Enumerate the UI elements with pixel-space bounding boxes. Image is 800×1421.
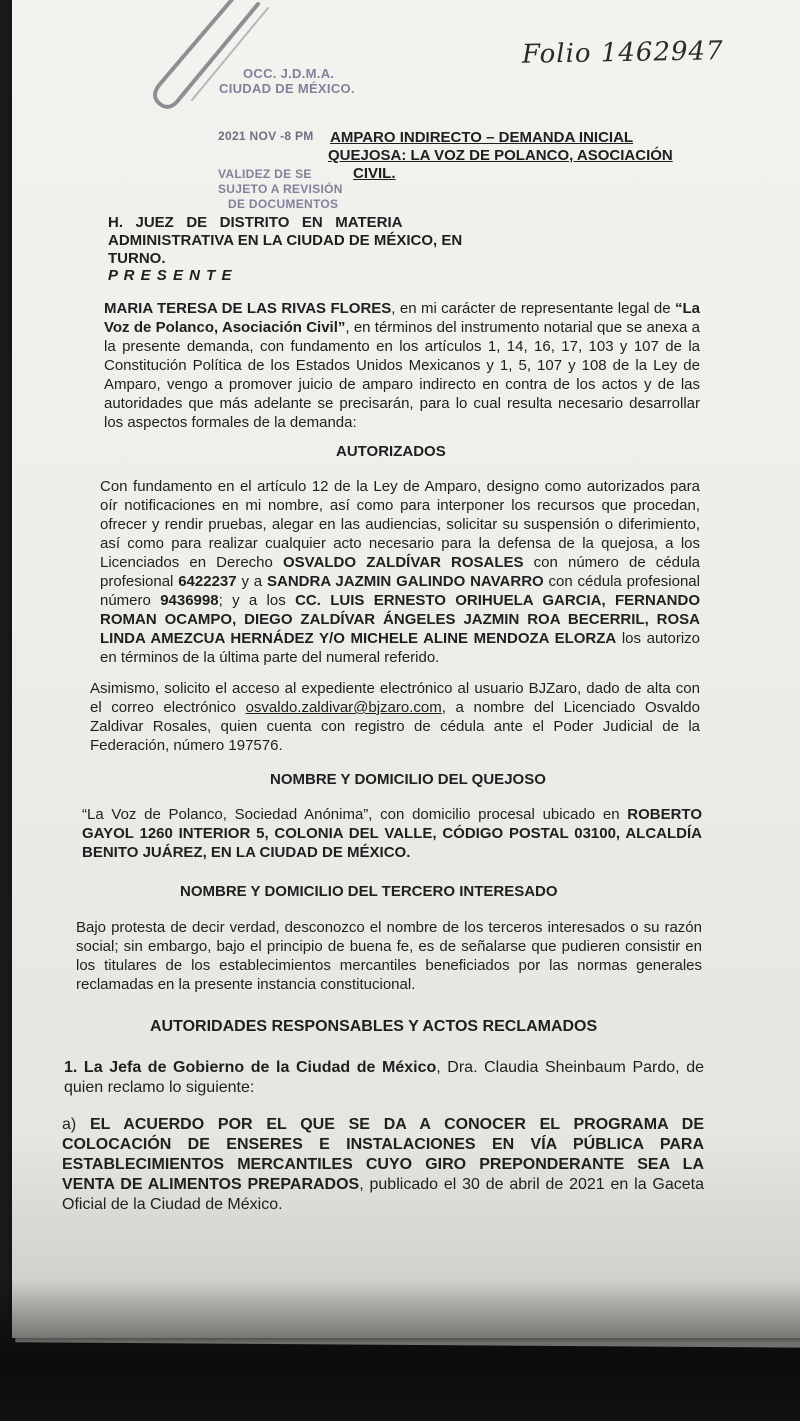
intro-paragraph: MARIA TERESA DE LAS RIVAS FLORES, en mi carácter de representante legal de “La Voz de Polanco, Asociación Civil”, en términos del instrumento notarial que se anexa a la presente demanda, con fundamento en los artículos 1, 14, 16, 17, 103 y 107 de la Constitución Política de los Estados Unidos Mexicanos y 1, 5, 107 y 108 de la Ley de Amparo, vengo a promover juicio de amparo indirecto en contra de los actos y de las autoridades que más adelante se precisarán, para lo cual resulta necesario desarrollar los aspectos formales de la demanda: [104, 300, 700, 431]
quejoso-paragraph: “La Voz de Polanco, Sociedad Anónima”, con domicilio procesal ubicado en ROBERTO GAYOL 1260 INTERIOR 5, COLONIA DEL VALLE, CÓDIGO POSTAL 03100, ALCALDÍA BENITO JUÁREZ, EN LA CIUDAD DE MÉXICO. [82, 806, 702, 861]
stamp-documentos: DE DOCUMENTOS [228, 197, 339, 211]
expediente-paragraph: Asimismo, solicito el acceso al expediente electrónico al usuario BJZaro, dado de alta con el correo electrónico osvaldo.zaldivar@bjzaro.com, a nombre del Licenciado Osvaldo Zaldivar Rosales, quien cuenta con registro de cédula ante el Poder Judicial de la Federación, número 197576. [90, 680, 700, 754]
stamp-office: OCC. J.D.M.A. [243, 66, 335, 81]
quejosa-line1: QUEJOSA: LA VOZ DE POLANCO, ASOCIACIÓN [328, 147, 673, 164]
quejoso-heading: NOMBRE Y DOMICILIO DEL QUEJOSO [270, 771, 546, 788]
autoridades-heading: AUTORIDADES RESPONSABLES Y ACTOS RECLAMADOS [150, 1018, 598, 1035]
org-name: “La Voz de Polanco, Asociación Civil” [104, 300, 700, 336]
tercero-paragraph: Bajo protesta de decir verdad, desconozco el nombre de los terceros interesados o su razón social; sin embargo, bajo el principio de buena fe, es de señalarse que pudieren consistir en los titulares de los establecimientos mercantiles beneficiados por las normas generales reclamadas en la presente instancia constitucional. [76, 919, 702, 993]
handwritten-folio: Folio 1462947 [521, 36, 724, 70]
autoridad-1: 1. La Jefa de Gobierno de la Ciudad de México, Dra. Claudia Sheinbaum Pardo, de quien reclamo lo siguiente: [64, 1059, 704, 1096]
stamp-validez: VALIDEZ DE SE [218, 167, 312, 181]
presente: P R E S E N T E [108, 267, 233, 284]
autorizados-paragraph: Con fundamento en el artículo 12 de la Ley de Amparo, designo como autorizados para oír notificaciones en mi nombre, así como para interponer los recursos que procedan, ofrecer y rendir pruebas, alegar en las audiencias, solicitar su suspensión o diferimiento, así como para realizar cualquier acto necesario para la defensa de la quejosa, a los Licenciados en Derecho OSVALDO ZALDÍVAR ROSALES con número de cédula profesional 6422237 y a SANDRA JAZMIN GALINDO NAVARRO con cédula profesional número 9436998; y a los CC. LUIS ERNESTO ORIHUELA GARCIA, FERNANDO ROMAN OCAMPO, DIEGO ZALDÍVAR ÁNGELES JAZMIN ROA BECERRIL, ROSA LINDA AMEZCUA HERNÁDEZ Y/O MICHELE ALINE MENDOZA ELORZA los autorizo en términos de la última parte del numeral referido. [100, 478, 701, 666]
stamp-city: CIUDAD DE MÉXICO. [219, 81, 355, 96]
case-type: AMPARO INDIRECTO – DEMANDA INICIAL [330, 129, 634, 146]
addressee-line2: ADMINISTRATIVA EN LA CIUDAD DE MÉXICO, EN [108, 232, 463, 249]
autorizados-heading: AUTORIZADOS [336, 443, 446, 460]
promovente-name: MARIA TERESA DE LAS RIVAS FLORES [104, 300, 392, 317]
paperclip-icon [140, 0, 280, 125]
tercero-heading: NOMBRE Y DOMICILIO DEL TERCERO INTERESADO [180, 883, 558, 900]
email-link[interactable]: osvaldo.zaldivar@bjzaro.com [245, 699, 442, 716]
stamp-sujeto: SUJETO A REVISIÓN [218, 182, 343, 196]
addressee-line1: H. JUEZ DE DISTRITO EN MATERIA [108, 214, 403, 231]
quejoso-address: ROBERTO GAYOL 1260 INTERIOR 5, COLONIA DEL VALLE, CÓDIGO POSTAL 03100, ALCALDÍA BENITO JUÁREZ, EN LA CIUDAD DE MÉXICO. [82, 806, 702, 861]
addressee-line3: TURNO. [108, 250, 166, 267]
quejosa-line2: CIVIL. [353, 165, 396, 182]
stamp-date: 2021 NOV -8 PM [218, 129, 314, 143]
acto-reclamado-a: a) EL ACUERDO POR EL QUE SE DA A CONOCER EL PROGRAMA DE COLOCACIÓN DE ENSERES E INSTALACIONES EN VÍA PÚBLICA PARA ESTABLECIMIENTOS MERCANTILES CUYO GIRO PREPONDERANTE SEA LA VENTA DE ALIMENTOS PREPARADOS, publicado el 30 de abril de 2021 en la Gaceta Oficial de la Ciudad de México. [62, 1116, 705, 1213]
